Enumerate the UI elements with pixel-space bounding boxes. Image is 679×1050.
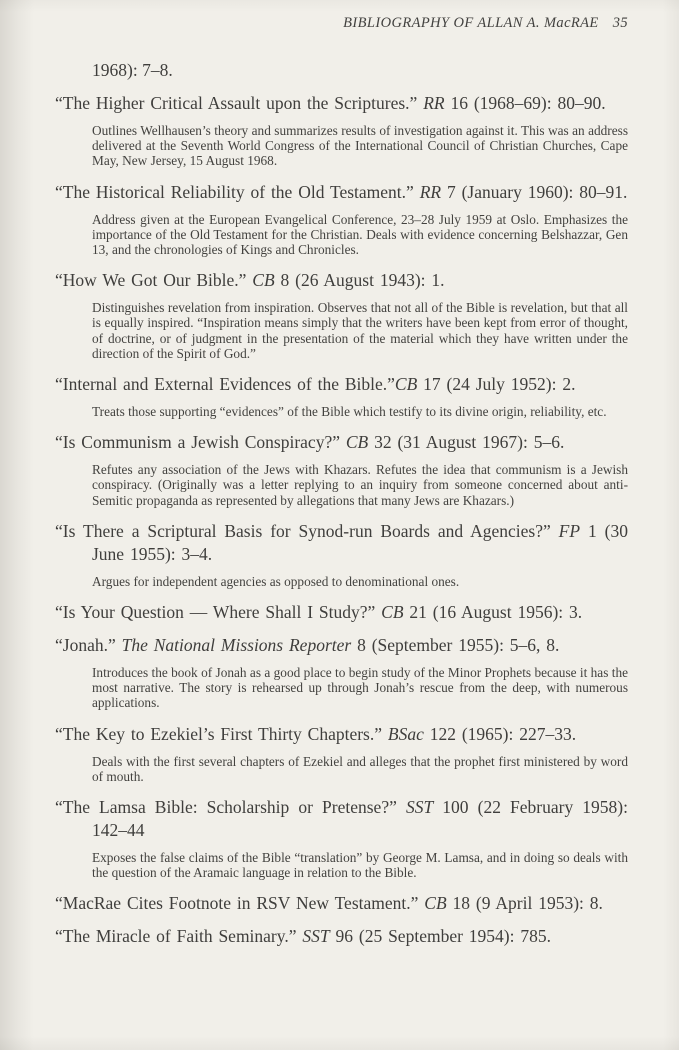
entry-citation: 7 (January 1960): 80–91.: [441, 181, 628, 202]
bibliography-entry: [55, 373, 628, 396]
bibliography-entry: [55, 796, 628, 842]
entry-title: “Is There a Scriptural Basis for Synod-run Boards and Agencies?”: [55, 520, 559, 541]
entry-citation: 18 (9 April 1953): 8.: [446, 893, 603, 914]
page-number: 35: [612, 15, 628, 31]
entry-citation: 17 (24 July 1952): 2.: [417, 374, 576, 395]
entry-citation: 8 (September 1955): 5–6, 8.: [351, 635, 560, 656]
entry-citation: 100 (22 February 1958): 142–44: [92, 797, 628, 841]
entry-journal: SST: [302, 926, 330, 947]
entry-journal: CB: [345, 432, 369, 453]
bibliography-entry: [55, 181, 628, 204]
entry-title: “The Key to Ezekiel’s First Thirty Chapters.”: [55, 723, 388, 744]
entry-annotation: Outlines Wellhausen’s theory and summarizes results of investigation against it. This was an address delivered at the Seventh World Congress of the International Council of Christian Churches, Cape May, New Jersey, 15 August 1968.: [92, 123, 628, 169]
bibliography-entry: [55, 92, 628, 115]
entry-journal: RR: [423, 93, 445, 113]
entry-journal: CB: [424, 893, 447, 914]
entry-citation: 21 (16 August 1956): 3.: [403, 602, 583, 623]
entry-title: “The Lamsa Bible: Scholarship or Pretense?”: [55, 797, 406, 818]
entry-title: “The Historical Reliability of the Old Testament.”: [55, 181, 420, 202]
bibliography-entry: [55, 601, 628, 624]
entry-annotation: Introduces the book of Jonah as a good place to begin study of the Minor Prophets because it has the most narrative. The story is rehearsed up through Jonah’s rescue from the deep, with numerous applications.: [92, 665, 628, 711]
bibliography-entry: [55, 723, 628, 746]
entry-citation: 8 (26 August 1943): 1.: [274, 270, 445, 291]
entry-journal: CB: [381, 602, 404, 623]
entry-annotation: Treats those supporting “evidences” of the Bible which testify to its divine origin, reliability, etc.: [92, 404, 607, 420]
entry-citation: 96 (25 September 1954): 785.: [329, 926, 551, 947]
entry-title: “Is Your Question — Where Shall I Study?”: [55, 602, 382, 623]
entry-citation: 1 (30 June 1955): 3–4.: [92, 520, 628, 564]
bibliography-entry: [55, 269, 628, 292]
entry-journal: The National Missions Reporter: [121, 635, 352, 656]
entry-journal: RR: [419, 181, 442, 202]
page-header: [55, 15, 628, 32]
entry-annotation: Exposes the false claims of the Bible “translation” by George M. Lamsa, and in doing so deals with the question of the Aramaic language in relation to the Bible.: [92, 850, 628, 881]
bibliography-entry: [55, 431, 628, 454]
entry-title: “MacRae Cites Footnote in RSV New Testament.”: [55, 893, 425, 914]
entry-annotation: Refutes any association of the Jews with Khazars. Refutes the idea that communism is a Jewish conspiracy. (Originally was a letter replying to an inquiry from someone concerned about anti-Semitic propaganda as represented by allegations that many Jews are Khazars.): [92, 462, 628, 508]
entry-annotation: Deals with the first several chapters of Ezekiel and alleges that the prophet first ministered by word of mouth.: [92, 753, 628, 784]
entry-journal: CB: [394, 374, 418, 395]
entry-journal: CB: [252, 270, 275, 291]
bibliography-entry: [55, 634, 628, 657]
bibliography-entry: [55, 892, 628, 915]
entry-citation: 32 (31 August 1967): 5–6.: [368, 432, 565, 453]
entry-title: “The Miracle of Faith Seminary.”: [55, 926, 303, 947]
entry-citation: 16 (1968–69): 80–90.: [444, 93, 606, 113]
entry-citation: 122 (1965): 227–33.: [423, 723, 577, 744]
entry-title: “Jonah.”: [55, 635, 122, 656]
running-head-title: BIBLIOGRAPHY OF ALLAN A. MacRAE: [343, 15, 599, 31]
entry-title: “The Higher Critical Assault upon the Scriptures.”: [55, 93, 424, 113]
entry-journal: SST: [405, 797, 434, 818]
entry-annotation: Argues for independent agencies as opposed to denominational ones.: [92, 573, 460, 589]
entry-journal: FP: [558, 520, 581, 541]
entry-annotation: Address given at the European Evangelical Conference, 23–28 July 1959 at Oslo. Emphasizes the importance of the Old Testament for the Christian. Deals with evidence concerning Belshazzar, Gen 13, and the chronologies of Kings and Chronicles.: [92, 211, 628, 258]
carryover-line: 1968): 7–8.: [92, 60, 173, 80]
entry-title: “Is Communism a Jewish Conspiracy?”: [55, 432, 346, 453]
entry-journal: BSac: [387, 723, 424, 744]
entry-annotation: Distinguishes revelation from inspiration. Observes that not all of the Bible is revelation, but that all is equally inspired. “Inspiration means simply that the writers have been kept from error of thought, of doctrine, or of judgment in the presentation of the material which they have written under the direction of the Spirit of God.”: [92, 300, 628, 361]
bibliography-entry: [55, 925, 628, 948]
bibliography-entry: [55, 520, 628, 566]
entry-title: “How We Got Our Bible.”: [55, 270, 253, 291]
entry-title: “Internal and External Evidences of the Bible.”: [55, 374, 395, 395]
